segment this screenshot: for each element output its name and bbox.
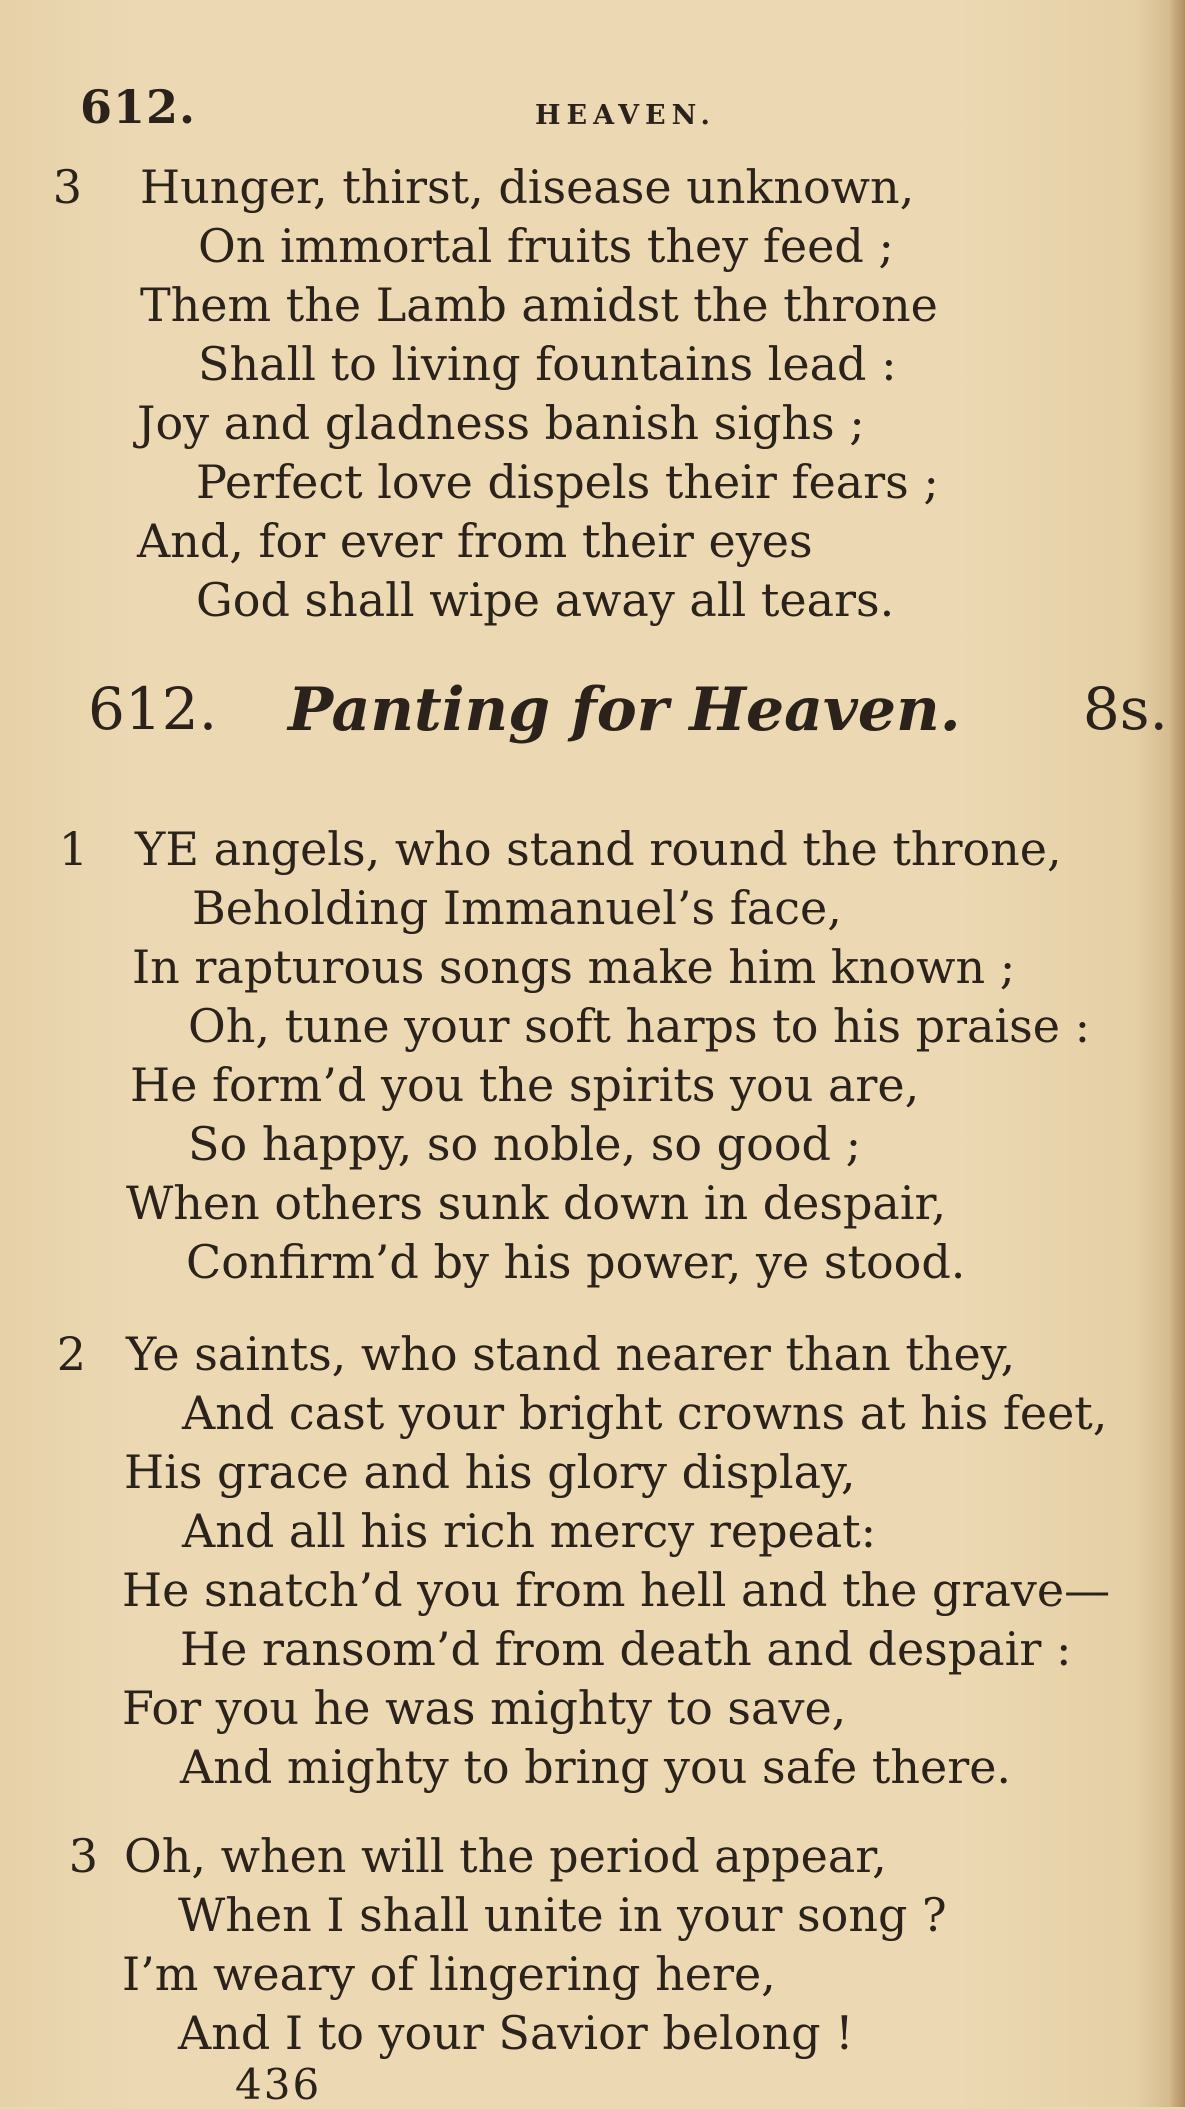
- verse-line: Oh, tune your soft harps to his praise :: [188, 999, 1091, 1053]
- verse-line: When others sunk down in despair,: [126, 1176, 947, 1230]
- verse-line: Confirm’d by his power, ye stood.: [186, 1235, 966, 1289]
- verse-line: In rapturous songs make him known ;: [132, 940, 1016, 994]
- hymn-heading: [88, 675, 1168, 765]
- verse-line: 3 Hunger, thirst, disease unknown,: [0, 158, 1185, 217]
- stanza-number: 1: [58, 822, 88, 876]
- verse-line: On immortal fruits they feed ;: [198, 219, 894, 273]
- verse-line: 3 Oh, when will the period appear,: [0, 1827, 1185, 1886]
- stanza-number: 3: [68, 1829, 98, 1883]
- verse-line: For you he was mighty to save,: [122, 1681, 847, 1735]
- verse-line: Perfect love dispels their fears ;: [196, 455, 939, 509]
- hymn-meter: 8s.: [1082, 675, 1168, 743]
- verse-line: Beholding Immanuel’s face,: [192, 881, 842, 935]
- previous-hymn-stanza-3: [0, 158, 1185, 630]
- stanza-number: 2: [56, 1327, 86, 1381]
- verse-line: I’m weary of lingering here,: [122, 1947, 776, 2001]
- verse-line: And I to your Savior belong !: [178, 2006, 854, 2060]
- hymn-stanza-2: [0, 1325, 1185, 1797]
- hymn-stanza-3: [0, 1827, 1185, 2063]
- hymn-stanza-1: [0, 820, 1185, 1292]
- hymn-title: Panting for Heaven.: [288, 675, 961, 745]
- verse-line: He form’d you the spirits you are,: [130, 1058, 920, 1112]
- verse-line: His grace and his glory display,: [124, 1445, 856, 1499]
- stanza-number: 3: [52, 160, 82, 214]
- verse-line: And all his rich mercy repeat:: [182, 1504, 877, 1558]
- hymn-number: 612.: [88, 675, 218, 743]
- verse-line: 1 YE angels, who stand round the throne,: [0, 820, 1185, 879]
- footer-page-number: 436: [235, 2060, 322, 2109]
- verse-line: Shall to living fountains lead :: [198, 337, 897, 391]
- verse-line: And cast your bright crowns at his feet,: [182, 1386, 1108, 1440]
- verse-line: And, for ever from their eyes: [137, 514, 813, 568]
- verse-line: Them the Lamb amidst the throne: [140, 278, 938, 332]
- header-page-number: 612.: [80, 80, 197, 134]
- verse-line: When I shall unite in your song ?: [178, 1888, 947, 1942]
- running-title: HEAVEN.: [535, 100, 716, 131]
- verse-line: 2 Ye saints, who stand nearer than they,: [0, 1325, 1185, 1384]
- verse-line: And mighty to bring you safe there.: [180, 1740, 1012, 1794]
- verse-line: He snatch’d you from hell and the grave—: [122, 1563, 1111, 1617]
- verse-line: So happy, so noble, so good ;: [188, 1117, 862, 1171]
- verse-line: God shall wipe away all tears.: [196, 573, 895, 627]
- verse-line: Joy and gladness banish sighs ;: [137, 396, 865, 450]
- page-header: [80, 80, 1120, 140]
- verse-line: He ransom’d from death and despair :: [180, 1622, 1072, 1676]
